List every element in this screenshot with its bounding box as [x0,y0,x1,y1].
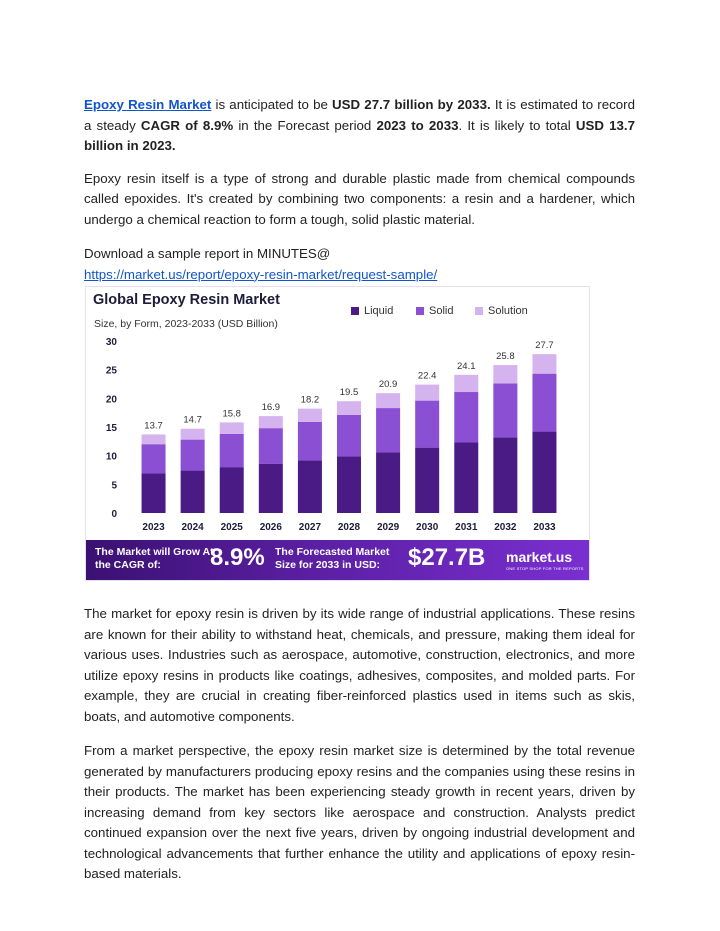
x-tick-label: 2032 [494,522,517,533]
bar-segment-liquid [142,473,166,513]
bar-total-label: 24.1 [457,360,476,372]
bar-segment-liquid [454,442,478,513]
bar-total-label: 13.7 [144,420,163,432]
bar-segment-solution [142,434,166,444]
market-chart-image [85,286,590,581]
brand-name: market.us [506,549,573,565]
epoxy-resin-market-link[interactable]: Epoxy Resin Market [84,97,212,112]
bar-segment-solution [220,422,244,433]
bar-segment-solution [376,393,400,408]
bar-segment-liquid [220,467,244,513]
y-tick-label: 15 [105,423,117,434]
bar-segment-solid [298,422,322,460]
document-bottom [84,604,635,899]
x-tick-label: 2024 [181,522,204,533]
bar-total-label: 16.9 [261,402,281,414]
bar-total-label: 27.7 [535,340,554,352]
intro-bold-1: USD 27.7 billion by 2033. [332,97,491,112]
bar-total-label: 15.8 [222,408,241,420]
x-tick-label: 2033 [533,522,556,533]
x-tick-label: 2029 [376,522,400,533]
bar-segment-liquid [376,452,400,513]
intro-text-3: in the Forecast period [233,117,377,133]
bar-segment-solution [298,409,322,422]
chart-title: Global Epoxy Resin Market [93,292,280,308]
bar-total-label: 14.7 [183,414,202,426]
intro-text-4: . It is likely to total [458,117,576,133]
y-tick-label: 5 [111,480,117,492]
bar-segment-solution [181,429,205,440]
intro-bold-3: 2023 to 2033 [376,117,459,133]
intro-paragraph [84,95,635,157]
stacked-bar-chart [86,287,589,540]
perspective-paragraph: From a market perspective, the epoxy resin market size is determined by the total revenue generated by manufacturers producing epoxy resins and the companies using these resins in their products. The market has been experiencing steady growth in recent years, driven by increasing demand from key sectors like aerospace and construction. Analysts predict continued expansion over the next five years, driven by ongoing industrial development and technological advancements that further enhance the utility and applications of epoxy resin-based materials. [84,743,635,881]
intro-bold-4: USD 13.7 billion in 2023. [84,117,635,153]
brand-logo [506,549,584,571]
y-tick-label: 10 [105,451,117,463]
x-tick-label: 2026 [259,522,282,533]
legend-label-solution: Solution [488,305,528,317]
intro-bold-2: CAGR of 8.9% [140,117,234,133]
bar-segment-solid [493,383,517,437]
bar-segment-liquid [181,471,205,513]
bar-segment-solid [259,428,283,464]
x-tick-label: 2025 [220,522,243,533]
bar-segment-solid [142,444,166,473]
bar-segment-liquid [532,432,556,513]
y-tick-label: 20 [105,394,117,406]
legend-label-solid: Solid [429,305,454,317]
chart-subtitle: Size, by Form, 2023-2033 (USD Billion) [94,318,278,330]
bar-segment-solid [376,408,400,452]
bar-total-label: 20.9 [378,379,398,391]
market-size-value: $27.7B [408,544,486,571]
bar-segment-solution [259,416,283,428]
x-tick-label: 2028 [337,522,361,533]
bar-segment-liquid [493,437,517,513]
bar-segment-solid [337,415,361,456]
market-size-label: The Forecasted Market Size for 2033 in USD: [275,546,390,571]
bar-total-label: 25.8 [496,351,515,363]
intro-text-2: It is estimated to record a steady [84,97,635,133]
bar-segment-liquid [337,456,361,513]
download-label: Download a sample report in MINUTES@ [84,246,331,261]
y-tick-label: 0 [111,509,117,520]
bar-segment-solution [493,365,517,383]
bar-segment-solution [415,385,439,401]
document-top [84,95,635,285]
bar-segment-solution [532,354,556,373]
intro-text-1: is anticipated to be [211,97,333,112]
x-tick-label: 2023 [142,522,165,533]
x-tick-label: 2030 [416,522,439,533]
download-line [84,265,635,286]
bar-segment-solid [454,392,478,442]
bar-segment-solid [220,434,244,467]
definition-paragraph: Epoxy resin itself is a type of strong and durable plastic made from chemical compounds called epoxides. It's created by combining two components: a resin and a hardener, which undergo a chemical reaction to form a tough, solid plastic material. [84,170,635,227]
cagr-value: 8.9% [210,544,265,571]
bar-segment-liquid [415,448,439,513]
x-tick-label: 2031 [455,522,478,533]
bar-segment-solid [532,374,556,432]
bar-total-label: 18.2 [300,394,320,406]
bar-segment-solid [181,440,205,471]
bar-segment-liquid [298,460,322,513]
bar-total-label: 19.5 [339,387,359,399]
bar-segment-solution [337,401,361,415]
brand-tagline: ONE STOP SHOP FOR THE REPORTS [506,566,584,571]
bar-segment-solution [454,375,478,392]
bar-total-label: 22.4 [417,370,437,382]
sample-report-link[interactable]: https://market.us/report/epoxy-resin-market/request-sample/ [84,266,438,282]
bar-segment-solid [415,401,439,448]
cagr-label: The Market will Grow At the CAGR of: [95,546,214,571]
drivers-paragraph: The market for epoxy resin is driven by its wide range of industrial applications. These resins are known for their ability to withstand heat, chemicals, and pressure, making them ideal for various uses. Industries such as aerospace, automotive, construction, electronics, and more utilize epoxy resins in products like coatings, adhesives, composites, and molded parts. For example, they are crucial in creating fiber-reinforced plastics used in items such as skis, boats, and automotive components. [84,606,635,724]
x-tick-label: 2027 [298,522,322,533]
summary-banner [86,540,589,580]
y-tick-label: 30 [105,337,117,348]
y-tick-label: 25 [105,365,117,377]
bar-segment-liquid [259,464,283,513]
legend-label-liquid: Liquid [364,305,394,317]
